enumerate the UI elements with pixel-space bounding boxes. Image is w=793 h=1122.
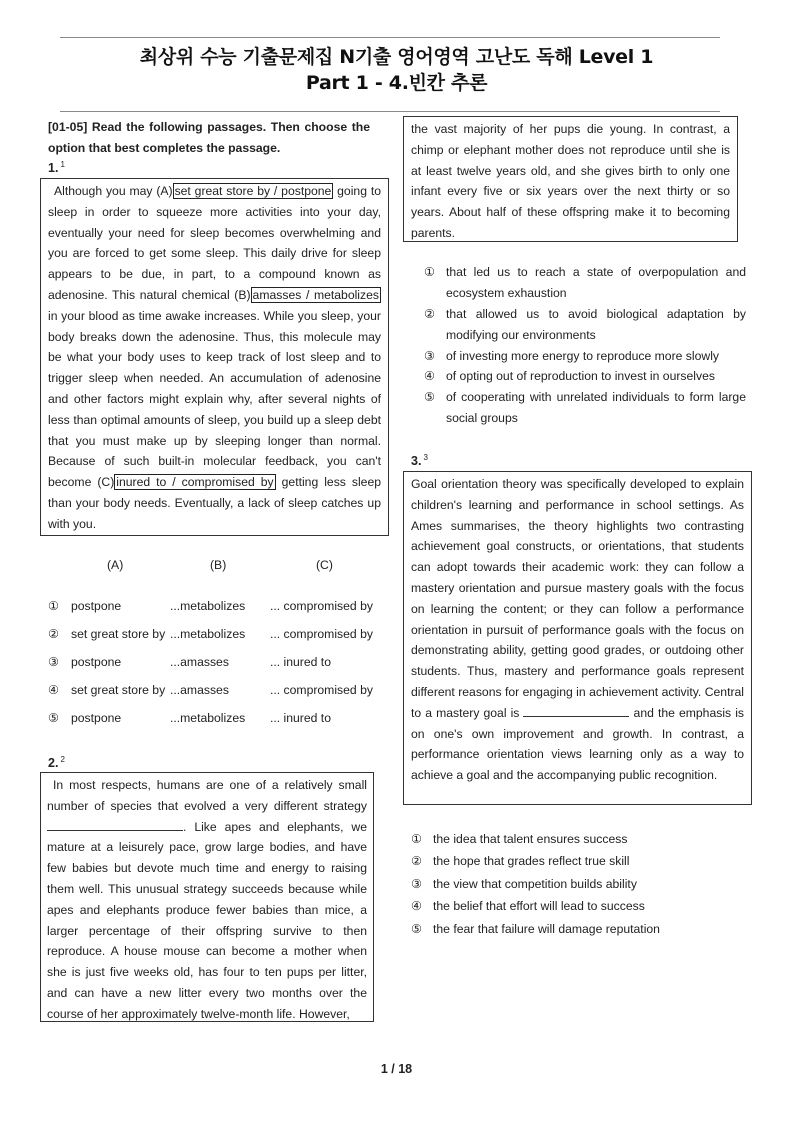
footnote-ref: 3 bbox=[423, 453, 428, 462]
answer-option-5[interactable] bbox=[424, 387, 746, 429]
option-number: ④ bbox=[424, 369, 435, 383]
column-header-c: (C) bbox=[316, 558, 333, 572]
option-c: ... compromised by bbox=[270, 683, 373, 697]
option-a: set great store by bbox=[71, 627, 166, 641]
option-text: the idea that talent ensures success bbox=[433, 832, 628, 846]
choice-box-b: amasses / metabolizes bbox=[252, 287, 379, 302]
option-number: ⑤ bbox=[424, 390, 435, 404]
question-3-number bbox=[411, 453, 428, 468]
choice-box-c: inured to / compromised by bbox=[116, 475, 274, 490]
answer-option-2[interactable] bbox=[424, 304, 746, 346]
answer-option-4[interactable] bbox=[424, 366, 746, 387]
header-top-rule bbox=[60, 37, 720, 38]
answer-option-2[interactable] bbox=[411, 851, 741, 872]
passage-segment: Goal orientation theory was specifically developed to explain children's learning and performance in school settings. As Ames summarises, the theory highlights two contrasting achievement goal constructs, or orientations, that students can adopt towards their academic work: they can follow a mastery orientation and pursue mastery goals with the focus on learning the content; or they can follow a performance orientation in pursuit of performance goals with the focus on demonstrating ability, getting good grades, or outdoing other students. Thus, mastery and performance goals represent different reasons for engaging in achievement activity. Central to a mastery goal is bbox=[411, 477, 744, 720]
passage-text: the vast majority of her pups die young. In contrast, a chimp or elephant mother does not reproduce until she is at least twelve years old, and she gives birth to only one infant every five or six years over the next thirty or so years. About half of these offspring make it to becoming parents. bbox=[411, 122, 730, 240]
option-number: ② bbox=[48, 627, 59, 641]
header-bottom-rule bbox=[60, 111, 720, 112]
column-header-b: (B) bbox=[210, 558, 227, 572]
passage-text bbox=[411, 474, 744, 786]
option-c: ... inured to bbox=[270, 711, 331, 725]
option-text: the hope that grades reflect true skill bbox=[433, 854, 630, 868]
option-c: ... compromised by bbox=[270, 627, 373, 641]
page-subtitle: Part 1 - 4.빈칸 추론 bbox=[305, 72, 488, 94]
answer-option-1[interactable] bbox=[411, 829, 741, 850]
option-b: ...amasses bbox=[170, 683, 229, 697]
question-1-passage bbox=[40, 178, 389, 536]
option-text: the belief that effort will lead to success bbox=[433, 899, 645, 913]
question-1-number bbox=[48, 160, 65, 175]
option-number: ② bbox=[411, 854, 422, 868]
option-number: ⑤ bbox=[411, 922, 422, 936]
answer-blank bbox=[47, 817, 183, 831]
passage-segment: . Like apes and elephants, we mature at a leisurely pace, grow large bodies, and have few babies but devote much time and energy to raising them well. This unusual strategy succeeds because while apes and elephants produce fewer babies than mice, a larger percentage of their offspring survive to then reproduce. A house mouse can become a mother when she is just five weeks old, has four to ten pups per litter, and can have a new litter every two months over the course of her approximately twelve-month life. However, bbox=[47, 819, 367, 1021]
question-number-label: 1. bbox=[48, 161, 59, 176]
option-c: ... inured to bbox=[270, 655, 331, 669]
option-a: postpone bbox=[71, 655, 122, 669]
option-b: ...metabolizes bbox=[170, 627, 246, 641]
option-text: of investing more energy to reproduce more slowly bbox=[446, 349, 719, 363]
option-number: ① bbox=[411, 832, 422, 846]
footnote-ref: 2 bbox=[60, 755, 65, 764]
footnote-ref: 1 bbox=[60, 160, 65, 169]
option-a: postpone bbox=[71, 711, 122, 725]
option-number: ③ bbox=[411, 877, 422, 891]
question-number-label: 3. bbox=[411, 454, 422, 469]
option-a: postpone bbox=[71, 599, 122, 613]
option-number: ⑤ bbox=[48, 711, 59, 725]
passage-segment: and the emphasis is on one's own improvement and growth. In contrast, a performance orientation views learning only as a way to achieve a goal and the accompanying public recognition. bbox=[411, 705, 744, 783]
option-number: ③ bbox=[48, 655, 59, 669]
option-text: that led us to reach a state of overpopulation and ecosystem exhaustion bbox=[446, 265, 746, 300]
option-text: the fear that failure will damage reputation bbox=[433, 922, 660, 936]
option-number: ① bbox=[424, 265, 435, 279]
question-number-label: 2. bbox=[48, 756, 59, 771]
option-b: ...metabolizes bbox=[170, 711, 246, 725]
question-2-passage-part-1 bbox=[40, 772, 374, 1022]
passage-segment: going to sleep in order to squeeze more activities into your day, eventually your need for sleep becomes overwhelming and you are forced to get some sleep. This daily drive for sleep appears to be due, in part, to a compound known as adenosine. This natural chemical (B) bbox=[48, 184, 381, 302]
page-title: 최상위 수능 기출문제집 N기출 영어영역 고난도 독해 Level 1 bbox=[139, 46, 654, 68]
question-2-number bbox=[48, 755, 65, 770]
option-text: the view that competition builds ability bbox=[433, 877, 637, 891]
option-number: ② bbox=[424, 307, 435, 321]
option-c: ... compromised by bbox=[270, 599, 373, 613]
passage-segment: In most respects, humans are one of a relatively small number of species that evolved a very different strategy bbox=[47, 778, 367, 813]
passage-segment: in your blood as time awake increases. While you sleep, your body breaks down the adenosine. Thus, this molecule may be what your body uses to keep track of lost sleep and to trigger sleep when needed. An accumulation of adenosine and other factors might explain why, after several nights of less than optimal amounts of sleep, you build up a sleep debt that you must make up by sleeping longer than normal. Because of such built-in molecular feedback, you can't become (C) bbox=[48, 308, 381, 490]
option-a: set great store by bbox=[71, 683, 166, 697]
page-number: 1 / 18 bbox=[380, 1062, 413, 1076]
option-number: ① bbox=[48, 599, 59, 613]
answer-option-4[interactable] bbox=[411, 896, 741, 917]
question-2-passage-part-2 bbox=[403, 116, 738, 242]
choice-box-a: set great store by / postpone bbox=[174, 184, 332, 198]
passage-segment: getting less sleep than your body needs. Eventually, a lack of sleep catches up with you. bbox=[48, 475, 382, 531]
answer-option-5[interactable] bbox=[411, 919, 741, 940]
passage-text bbox=[47, 775, 367, 1025]
option-b: ...metabolizes bbox=[170, 599, 246, 613]
option-b: ...amasses bbox=[170, 655, 229, 669]
answer-blank bbox=[523, 703, 629, 717]
option-number: ④ bbox=[411, 899, 422, 913]
answer-option-1[interactable] bbox=[424, 262, 746, 304]
option-text: of cooperating with unrelated individuals to form large social groups bbox=[446, 390, 746, 425]
answer-option-3[interactable] bbox=[411, 874, 741, 895]
option-number: ③ bbox=[424, 349, 435, 363]
answer-option-3[interactable] bbox=[424, 346, 746, 367]
option-text: of opting out of reproduction to invest in ourselves bbox=[446, 369, 715, 383]
instructions: [01-05] Read the following passages. Then choose the option that best completes the passage. bbox=[48, 120, 370, 155]
option-number: ④ bbox=[48, 683, 59, 697]
passage-text bbox=[48, 181, 381, 535]
column-header-a: (A) bbox=[107, 558, 124, 572]
option-text: that allowed us to avoid biological adaptation by modifying our environments bbox=[446, 307, 746, 342]
passage-segment: Although you may (A) bbox=[54, 184, 173, 198]
question-3-passage bbox=[403, 471, 752, 805]
